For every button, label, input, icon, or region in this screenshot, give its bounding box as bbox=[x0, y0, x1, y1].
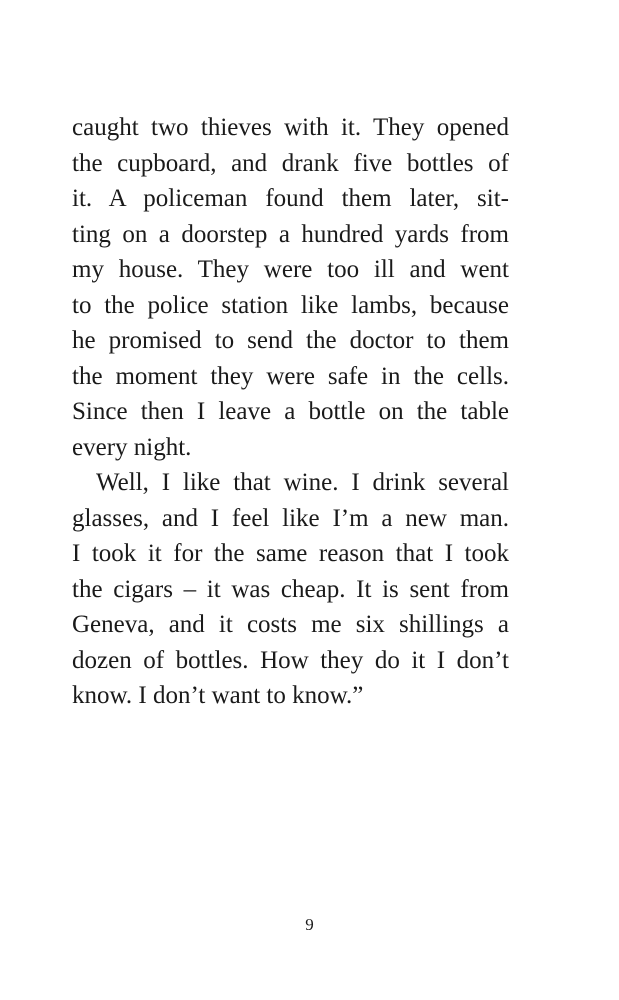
page-number: 9 bbox=[305, 915, 314, 934]
body-text bbox=[72, 110, 509, 714]
text-line: every night. bbox=[72, 433, 192, 461]
text-line: I took it for the same reason that I took bbox=[72, 540, 509, 567]
text-line: dozen of bottles. How they do it I don’t bbox=[72, 646, 509, 674]
text-line: Since then I leave a bottle on the table bbox=[72, 398, 509, 425]
text-line: he promised to send the doctor to them bbox=[72, 327, 509, 354]
text-line: glasses, and I feel like I’m a new man. bbox=[72, 504, 509, 532]
text-line: Geneva, and it costs me six shillings a bbox=[72, 611, 509, 638]
text-line: the cupboard, and drank five bottles of bbox=[72, 149, 509, 177]
text-line: Well, I like that wine. I drink several bbox=[96, 469, 509, 496]
text-line: ting on a doorstep a hundred yards from bbox=[72, 220, 509, 248]
text-line: know. I don’t want to know.” bbox=[72, 682, 364, 709]
text-line: the cigars – it was cheap. It is sent from bbox=[72, 575, 509, 603]
text-line: the moment they were safe in the cells. bbox=[72, 362, 509, 390]
text-line: my house. They were too ill and went bbox=[72, 256, 509, 283]
text-line: caught two thieves with it. They opened bbox=[72, 114, 509, 141]
text-line: it. A policeman found them later, sit- bbox=[72, 185, 509, 212]
text-line: to the police station like lambs, because bbox=[72, 291, 509, 319]
